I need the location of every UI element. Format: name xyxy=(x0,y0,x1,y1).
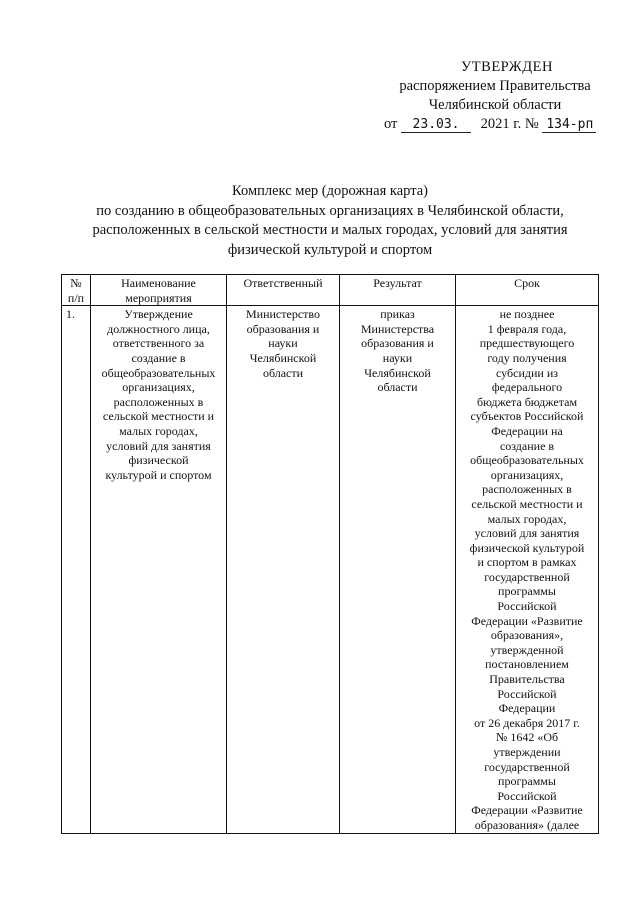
approval-block xyxy=(380,58,610,134)
header-result: Результат xyxy=(340,275,456,306)
approval-title: УТВЕРЖДЕН xyxy=(461,59,553,75)
table-header-row xyxy=(62,275,599,306)
approval-date-line xyxy=(380,115,610,134)
row-number: 1. xyxy=(62,306,91,833)
table-row xyxy=(62,306,599,833)
row-responsible: Министерство образования и науки Челябинской области xyxy=(227,306,340,833)
approval-date: 23.03. xyxy=(401,117,471,133)
row-result: приказ Министерства образования и науки Челябинской области xyxy=(340,306,456,833)
row-name: Утверждение должностного лица, ответственного за создание в общеобразовательных организациях, расположенных в сельской местности и малых городах, условий для занятия физической культурой и спортом xyxy=(91,306,227,833)
roadmap-table xyxy=(61,274,599,834)
approval-number: 134-рп xyxy=(542,117,596,133)
header-number: № п/п xyxy=(62,275,91,306)
approval-line-2: Челябинской области xyxy=(428,97,562,113)
header-name: Наименование мероприятия xyxy=(91,275,227,306)
approval-line-1: распоряжением Правительства xyxy=(399,78,591,94)
year-text: 2021 г. № xyxy=(480,116,539,132)
header-responsible: Ответственный xyxy=(227,275,340,306)
row-deadline: не позднее 1 февраля года, предшествующего году получения субсидии из федерального бюджета бюджетам субъектов Российской Федерации на создание в общеобразовательных организациях, расположенных в сельской местности и малых городах, условий для занятия физической культурой и спортом в рамках государственной программы Российской Федерации «Развитие образования», утвержденной постановлением Правительства Российской Федерации от 26 декабря 2017 г. № 1642 «Об утверждении государственной программы Российской Федерации «Развитие образования» (далее xyxy=(456,306,599,833)
document-title: Комплекс мер (дорожная карта) по созданию в общеобразовательных организациях в Челябинской области, расположенных в сельской местности и малых городах, условий для занятия физической культурой и спортом xyxy=(92,183,568,258)
date-prefix: от xyxy=(384,116,398,132)
header-deadline: Срок xyxy=(456,275,599,306)
